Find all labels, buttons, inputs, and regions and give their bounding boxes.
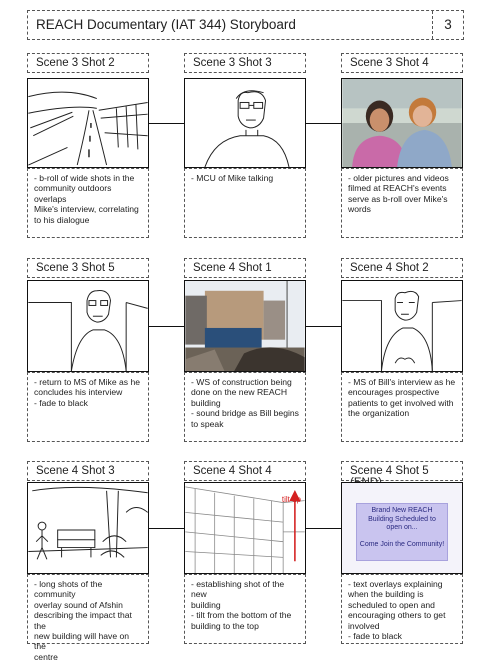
overlay-line: Come Join the Community! — [359, 540, 445, 548]
description-line: building — [191, 397, 221, 408]
text-overlay-icon — [341, 482, 463, 574]
shot-label-box — [341, 461, 463, 481]
description-line: - long shots of the community — [34, 579, 103, 600]
description-line: when the building is — [348, 589, 424, 600]
description-line: - sound bridge as Bill begins — [191, 408, 299, 419]
shot-label-box — [184, 258, 306, 278]
description-line: overlay sound of Afshin — [34, 599, 123, 610]
shot-label: Scene 4 Shot 2 — [350, 262, 429, 274]
description-line: to his dialogue — [34, 214, 90, 225]
description-line: centre — [34, 651, 58, 662]
description-line: - older pictures and videos — [348, 173, 449, 183]
shot-label-box — [341, 53, 463, 73]
description-line: done on the new REACH — [191, 387, 288, 398]
description-line: describing the impact that the — [34, 610, 132, 631]
shot-connector — [149, 528, 184, 529]
shot-label-box — [184, 461, 306, 481]
shot-connector — [306, 528, 341, 529]
shot-label-box — [184, 53, 306, 73]
description-line: words — [348, 204, 371, 215]
shot-label-box — [27, 258, 149, 278]
overlay-line: Brand New REACH — [371, 507, 433, 514]
storyboard-header — [27, 10, 464, 40]
description-line: building — [191, 599, 221, 610]
description-line: - return to MS of Mike as he — [34, 377, 141, 387]
description-line: - MCU of Mike talking — [191, 173, 274, 183]
tilt-up-annotation: tilt up — [281, 495, 301, 504]
description-line: Mike's interview, correlating — [34, 204, 139, 215]
person-sketch-icon — [184, 78, 306, 168]
shot-label-box — [27, 53, 149, 73]
overlay-line: Building Scheduled to — [368, 515, 436, 523]
park-sketch-icon — [27, 482, 149, 574]
description-line: - WS of construction being — [191, 377, 292, 387]
shot-label: Scene 3 Shot 3 — [193, 57, 272, 69]
shot-connector — [149, 326, 184, 327]
building-sketch-icon — [184, 482, 306, 574]
overlay-line: open on... — [386, 524, 418, 531]
description-line: new building will have on the — [34, 631, 130, 652]
shot-label: Scene 3 Shot 4 — [350, 57, 429, 69]
description-line: encourages prospective — [348, 387, 440, 398]
shot-connector — [306, 123, 341, 124]
shot-description — [27, 168, 149, 238]
person-sketch-icon — [27, 280, 149, 372]
shot-description — [341, 574, 463, 644]
shot-label: Scene 3 Shot 5 — [36, 262, 115, 274]
shot-label-box — [27, 461, 149, 481]
shot-label: Scene 4 Shot 3 — [36, 465, 115, 477]
description-line: - text overlays explaining — [348, 579, 443, 589]
shot-description — [27, 574, 149, 662]
shot-label: Scene 4 Shot 5 — [350, 465, 429, 477]
description-line: scheduled to open and — [348, 599, 435, 610]
person-sketch-icon — [341, 280, 463, 372]
overlay-line — [356, 533, 448, 541]
photo-two-women-icon — [341, 78, 463, 168]
description-line: - establishing shot of the new — [191, 579, 285, 600]
storyboard-title: REACH Documentary (IAT 344) Storyboard — [36, 17, 296, 32]
description-line: - MS of Bill's interview as he — [348, 377, 456, 387]
shot-label: Scene 4 Shot 1 — [193, 262, 272, 274]
shot-connector — [149, 123, 184, 124]
description-line: community outdoors overlaps — [34, 183, 112, 204]
shot-description — [341, 372, 463, 442]
description-line: - tilt from the bottom of the — [191, 610, 292, 621]
shot-label: Scene 4 Shot 4 — [193, 465, 272, 477]
shot-label: Scene 3 Shot 2 — [36, 57, 115, 69]
description-line: patients to get involved with — [348, 397, 454, 408]
description-line: - b-roll of wide shots in the — [34, 173, 135, 183]
overlay-text — [356, 507, 448, 549]
description-line: encouraging others to get — [348, 610, 446, 621]
shot-description — [341, 168, 463, 238]
shot-description — [27, 372, 149, 442]
shot-description — [184, 574, 306, 644]
description-line: to speak — [191, 418, 224, 429]
description-line: - fade to black — [348, 631, 402, 642]
shot-description — [184, 168, 306, 238]
description-line: filmed at REACH's events — [348, 183, 447, 194]
photo-construction-icon — [184, 280, 306, 372]
road-sketch-icon — [27, 78, 149, 168]
description-line: building to the top — [191, 620, 259, 631]
description-line: involved — [348, 620, 380, 631]
description-line: - fade to black — [34, 397, 88, 408]
shot-description — [184, 372, 306, 442]
shot-label-box — [341, 258, 463, 278]
description-line: serve as b-roll over Mike's — [348, 193, 448, 204]
shot-connector — [306, 326, 341, 327]
description-line: concludes his interview — [34, 387, 123, 398]
description-line: the organization — [348, 408, 410, 419]
page-number: 3 — [444, 17, 452, 32]
